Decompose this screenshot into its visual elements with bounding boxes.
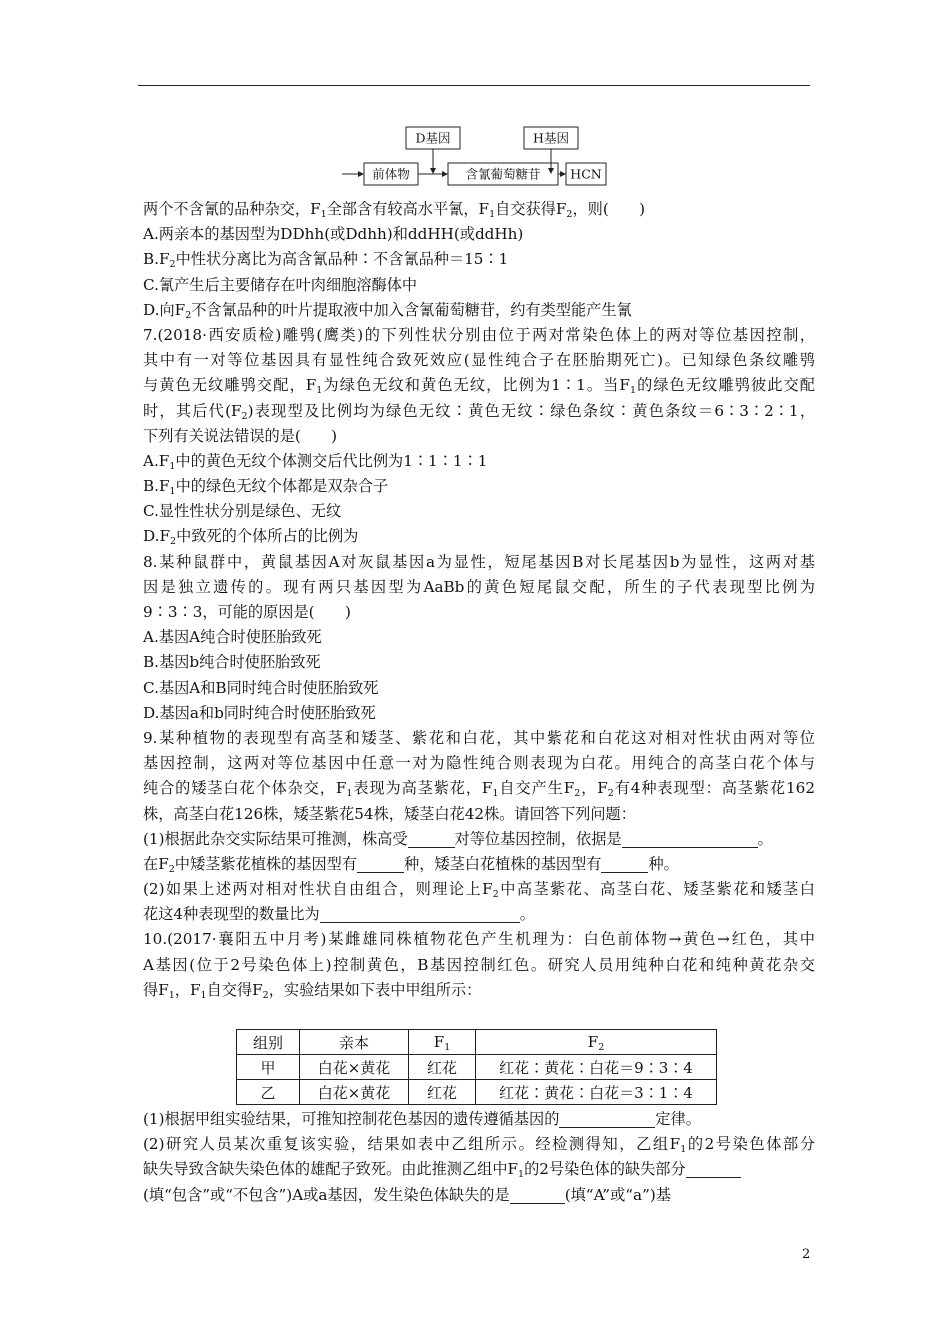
header-f2: $F_2$ xyxy=(476,1030,717,1055)
q9-line4: 株，高茎白花126株，矮茎紫花54株，矮茎白花42株。请回答下列问题： xyxy=(143,804,636,823)
q10-part2-cont2: (填“包含”或“不包含”)A或a基因，发生染色体缺失的是 (填“A”或“a”)基 xyxy=(143,1185,671,1204)
q9-line2: 基因控制，这两对等位基因中任意一对为隐性纯合则表现为白花。用纯合的高茎白花个体与 xyxy=(143,754,815,773)
q6-option-d: D.向$F_2$不含氰品种的叶片提取液中加入含氰葡萄糖苷，约有类型能产生氰 xyxy=(143,300,632,321)
table-cell: 甲 xyxy=(237,1055,300,1080)
table-cell: 白花×黄花 xyxy=(300,1080,409,1105)
q10-line3: 得$F_1$，$F_1$自交得$F_2$，实验结果如下表中甲组所示： xyxy=(143,980,482,1001)
q9-line1: 9.某种植物的表现型有高茎和矮茎、紫花和白花，其中紫花和白花这对相对性状由两对等位 xyxy=(143,728,815,747)
results-table xyxy=(236,1029,717,1105)
q7-option-a: $A.F_1$中的黄色无纹个体测交后代比例为1∶1∶1∶1 xyxy=(143,451,488,472)
arrow-icon xyxy=(560,171,566,177)
arrow-icon xyxy=(358,171,364,177)
arrow-icon xyxy=(430,168,436,174)
q8-option-c: C.基因A和B同时纯合时使胚胎致死 xyxy=(143,678,379,697)
d-gene-label: D基因 xyxy=(415,130,451,146)
arrow-icon xyxy=(442,171,448,177)
table-cell: 白花×黄花 xyxy=(300,1055,409,1080)
q9-part1-cont: 在$F_2$中矮茎紫花植株的基因型有 种，矮茎白花植株的基因型有 种。 xyxy=(143,854,679,875)
q9-part2-cont: 花这4种表现型的数量比为 。 xyxy=(143,905,535,924)
q7-line5: 下列有关说法错误的是( ) xyxy=(143,426,338,445)
table-row xyxy=(237,1055,717,1080)
answer-blank[interactable] xyxy=(357,856,404,873)
q6-option-b: $B.F_2$中性状分离比为高含氰品种∶不含氰品种＝15∶1 xyxy=(143,250,509,271)
q10-part2-cont: 缺失导致含缺失染色体的雄配子致死。由此推测乙组中$F_1$的2号染色体的缺失部分 xyxy=(143,1157,815,1182)
table-row xyxy=(237,1080,717,1105)
table-cell: 红花∶黄花∶白花＝3∶1∶4 xyxy=(476,1080,717,1105)
q9-part1: (1)根据此杂交实际结果可推测，株高受 对等位基因控制，依据是 。 xyxy=(143,829,773,848)
q6-option-c: C.氰产生后主要储存在叶肉细胞溶酶体中 xyxy=(143,275,418,294)
page-number: 2 xyxy=(802,1247,811,1262)
answer-blank[interactable] xyxy=(408,831,455,848)
q8-option-b: B.基因b纯合时使胚胎致死 xyxy=(143,653,321,672)
answer-blank[interactable] xyxy=(320,906,520,923)
q7-option-d: $D.F_2$中致死的个体所占的比例为 xyxy=(143,527,359,548)
q8-line2: 因是独立遗传的。现有两只基因型为AaBb的黄色短尾鼠交配，所生的子代表现型比例为 xyxy=(143,577,815,596)
q7-line2: 其中有一对等位基因具有显性纯合致死效应(显性纯合子在胚胎期死亡)。已知绿色条纹雕鸮 xyxy=(143,351,815,370)
q10-part1: (1)根据甲组实验结果，可推知控制花色基因的遗传遵循基因的 定律。 xyxy=(143,1110,701,1128)
header-rule xyxy=(138,85,810,86)
q9-part2: (2)如果上述两对相对性状自由组合，则理论上$F_2$中高茎紫花、高茎白花、矮茎紫花和矮茎白 xyxy=(143,880,815,901)
q10-line1: 10.(2017·襄阳五中月考)某雌雄同株植物花色产生机理为：白色前体物→黄色→红色，其中 xyxy=(143,930,815,949)
q10-line2: A基因(位于2号染色体上)控制黄色，B基因控制红色。研究人员用纯种白花和纯种黄花杂交 xyxy=(143,955,815,974)
answer-blank[interactable] xyxy=(622,831,758,848)
h-gene-label: H基因 xyxy=(533,130,569,146)
q7-line4: 时，其后代$(F_2)$表现型及比例均为绿色无纹∶黄色无纹∶绿色条纹∶黄色条纹＝6∶3∶2∶1， xyxy=(143,401,816,422)
glucoside-label: 含氰葡萄糖苷 xyxy=(465,166,541,182)
table-cell: 红花∶黄花∶白花＝9∶3∶4 xyxy=(476,1055,717,1080)
header-f1: $F_1$ xyxy=(409,1030,476,1055)
table-header-row xyxy=(237,1030,717,1055)
q6-option-a: A.两亲本的基因型为DDhh(或Ddhh)和ddHH(或ddHh) xyxy=(143,225,524,244)
header-parents: 亲本 xyxy=(300,1030,409,1055)
answer-blank[interactable] xyxy=(510,1187,565,1204)
hcn-label: HCN xyxy=(570,166,602,182)
q10-part2: (2)研究人员某次重复该实验，结果如表中乙组所示。经检测得知，乙组$F_1$的2号染色体部分 xyxy=(143,1135,815,1156)
table-cell: 乙 xyxy=(237,1080,300,1105)
q7-line1: 7.(2018·西安质检)雕鸮(鹰类)的下列性状分别由位于两对常染色体上的两对等位基因控制， xyxy=(143,325,815,344)
q7-option-b: $B.F_1$中的绿色无纹个体都是双杂合子 xyxy=(143,477,389,498)
precursor-label: 前体物 xyxy=(372,166,410,182)
q6-stem: 两个不含氰的品种杂交，$F_1$全部含有较高水平氰，$F_1$自交获得$F_2$，则( ) xyxy=(143,200,646,220)
q8-option-a: A.基因A纯合时使胚胎致死 xyxy=(143,628,322,647)
question-block xyxy=(143,197,815,1003)
answer-blank[interactable] xyxy=(601,856,648,873)
table-cell: 红花 xyxy=(409,1080,476,1105)
table-cell: 红花 xyxy=(409,1055,476,1080)
header-group: 组别 xyxy=(237,1030,300,1055)
q10-continuation xyxy=(143,1107,815,1208)
q8-line3: 9∶3∶3，可能的原因是( ) xyxy=(143,603,351,621)
q9-line3: 纯合的矮茎白花个体杂交，$F_1$表现为高茎紫花，$F_1$自交产生$F_2$，$F_2$有4种表现型：高茎紫花162 xyxy=(143,779,815,800)
answer-blank[interactable] xyxy=(559,1111,655,1128)
answer-blank[interactable] xyxy=(686,1161,741,1178)
q8-line1: 8.某种鼠群中，黄鼠基因A对灰鼠基因a为显性，短尾基因B对长尾基因b为显性，这两对基 xyxy=(143,552,815,571)
q8-option-d: D.基因a和b同时纯合时使胚胎致死 xyxy=(143,703,376,722)
q7-line3: 与黄色无纹雕鸮交配，$F_1$为绿色无纹和黄色无纹，比例为1∶1。当$F_1$的绿色无纹雕鸮彼此交配 xyxy=(143,376,815,397)
arrow-icon xyxy=(548,168,554,174)
cyanide-pathway-diagram xyxy=(340,126,610,188)
q7-option-c: C.显性性状分别是绿色、无纹 xyxy=(143,502,342,521)
